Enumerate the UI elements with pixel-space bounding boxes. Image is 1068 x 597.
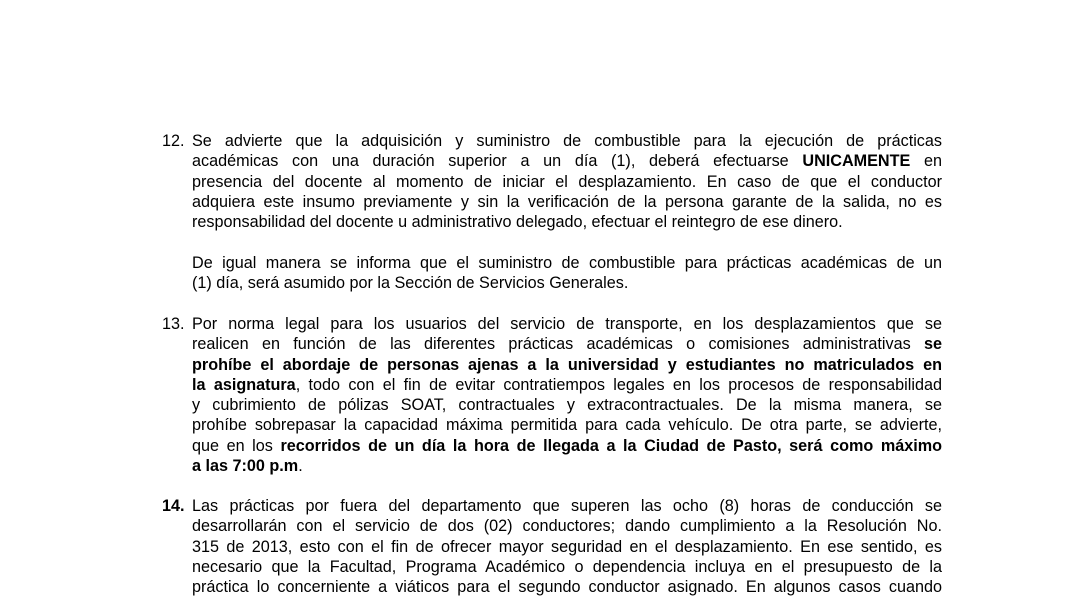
emphasis: a las 7:00 p.m <box>192 457 299 476</box>
text-line: necesario que la Facultad, Programa Académico o dependencia incluya en el presupuesto de la <box>192 557 942 576</box>
paragraph <box>192 253 942 294</box>
item-number: 13. <box>162 315 185 333</box>
text-line: desarrollarán con el servicio de dos (02) conductores; dando cumplimiento a la Resolución No. <box>192 517 942 536</box>
text-line: académicas con una duración superior a un día (1), deberá efectuarse UNICAMENTE en <box>192 152 942 171</box>
text-line: Las prácticas por fuera del departamento que superen las ocho (8) horas de conducción se <box>192 497 942 515</box>
text-line: práctica lo concerniente a viáticos para el segundo conductor asignado. En algunos casos cuando <box>192 578 942 597</box>
text-line: realicen en función de las diferentes prácticas académicas o comisiones administrativas se <box>192 335 942 354</box>
paragraph <box>192 314 942 476</box>
item-number: 14. <box>162 497 185 515</box>
item-number: 12. <box>162 132 185 150</box>
paragraph <box>192 131 942 232</box>
text-line: la asignatura, todo con el fin de evitar contratiempos legales en los procesos de responsabilidad <box>192 375 942 394</box>
text-line: a las 7:00 p.m. <box>192 457 303 476</box>
text-line: prohíbe sobrepasar la capacidad máxima permitida para cada vehículo. De otra parte, se advierte, <box>192 416 942 435</box>
text-line: presencia del docente al momento de iniciar el desplazamiento. En caso de que el conductor <box>192 172 942 191</box>
text-line: adquiera este insumo previamente y sin la verificación de la persona garante de la salida, no es <box>192 192 942 211</box>
text-line: responsabilidad del docente u administrativo delegado, efectuar el reintegro de ese dinero. <box>192 213 843 232</box>
paragraph <box>192 496 942 597</box>
text-line: Se advierte que la adquisición y suministro de combustible para la ejecución de prácticas <box>192 132 942 150</box>
text-line: 315 de 2013, esto con el fin de ofrecer mayor seguridad en el desplazamiento. En ese sentido, es <box>192 537 942 556</box>
text-line: Por norma legal para los usuarios del servicio de transporte, en los desplazamientos que se <box>192 315 942 333</box>
emphasis: recorridos de un día la hora de llegada a la Ciudad de Pasto, será como máximo <box>280 436 942 455</box>
emphasis: prohíbe el abordaje de personas ajenas a la universidad y estudiantes no matriculados en <box>192 355 942 374</box>
text-line: y cubrimiento de pólizas SOAT, contractuales y extracontractuales. De la misma manera, se <box>192 396 942 415</box>
emphasis: se <box>923 335 942 354</box>
text-line: (1) día, será asumido por la Sección de Servicios Generales. <box>192 274 629 293</box>
text-line: que en los recorridos de un día la hora de llegada a la Ciudad de Pasto, será como máximo <box>192 436 942 455</box>
emphasis: UNICAMENTE <box>802 152 911 171</box>
text-line: De igual manera se informa que el suministro de combustible para prácticas académicas de un <box>192 254 942 272</box>
text-line <box>192 355 942 375</box>
emphasis: la asignatura <box>192 375 296 394</box>
